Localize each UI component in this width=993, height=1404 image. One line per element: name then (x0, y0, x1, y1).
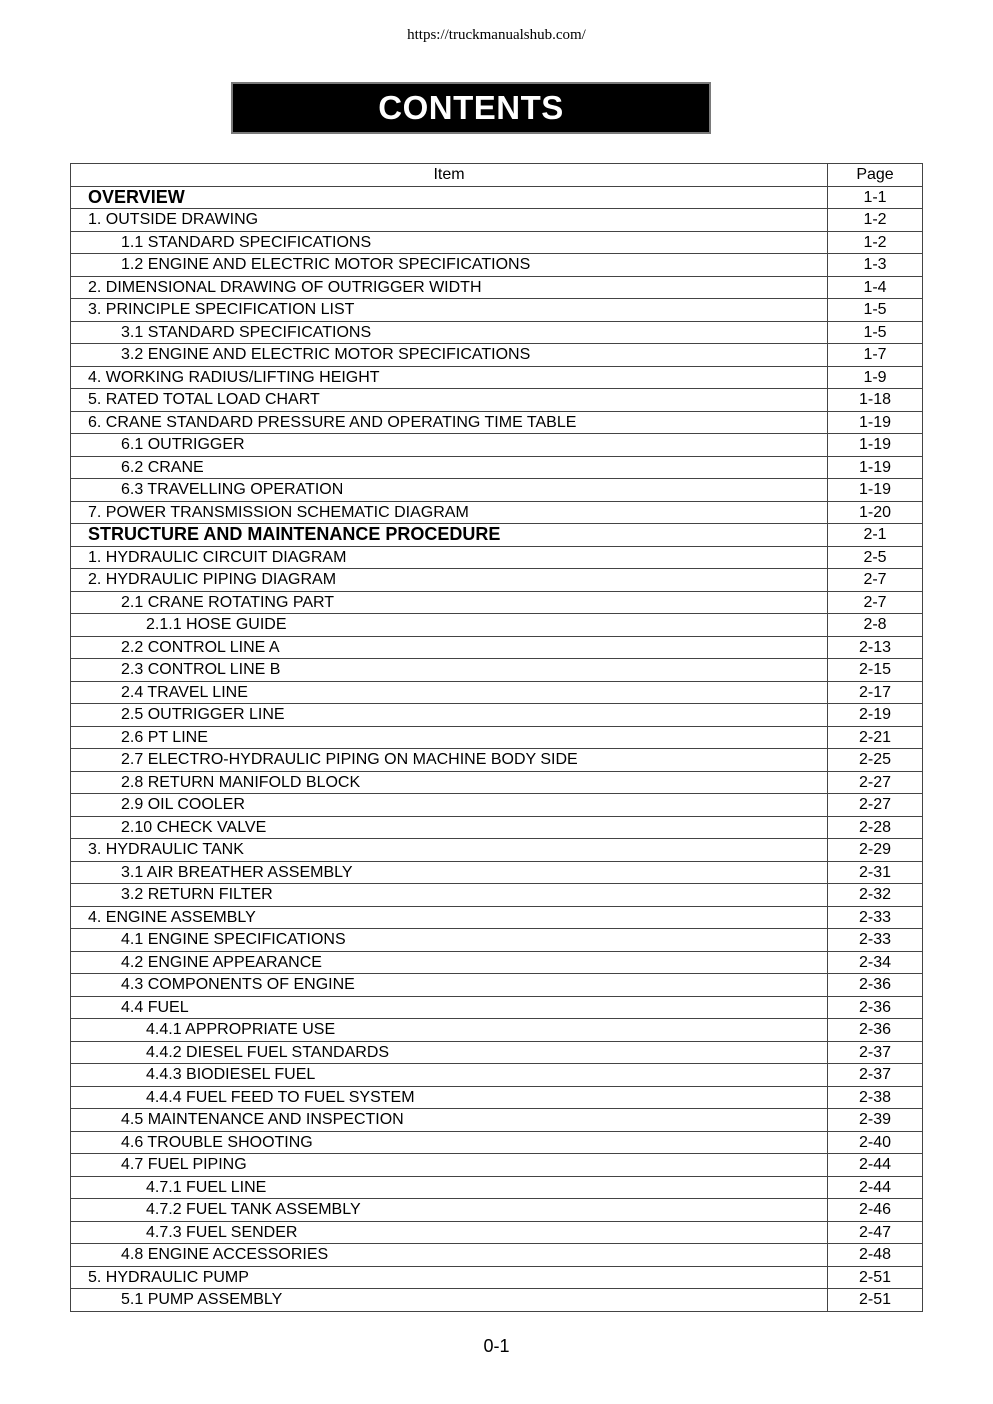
toc-row[interactable] (71, 389, 923, 412)
toc-row[interactable] (71, 839, 923, 862)
toc-page-number: 2-27 (828, 794, 923, 817)
toc-row[interactable] (71, 614, 923, 637)
toc-row[interactable] (71, 726, 923, 749)
toc-page-number: 2-33 (828, 929, 923, 952)
toc-row[interactable] (71, 749, 923, 772)
toc-item-text: 4.7 FUEL PIPING (71, 1154, 828, 1177)
contents-title: CONTENTS (378, 89, 564, 126)
toc-page-number: 1-2 (828, 231, 923, 254)
toc-page-number: 2-46 (828, 1199, 923, 1222)
toc-item-text: 4.7.1 FUEL LINE (71, 1176, 828, 1199)
page-number: 0-1 (483, 1336, 510, 1356)
toc-item-text: 4.4.2 DIESEL FUEL STANDARDS (71, 1041, 828, 1064)
section-row[interactable] (71, 524, 923, 547)
toc-page-number: 2-39 (828, 1109, 923, 1132)
toc-row[interactable] (71, 1176, 923, 1199)
toc-item-text: 3. HYDRAULIC TANK (71, 839, 828, 862)
toc-row[interactable] (71, 591, 923, 614)
toc-row[interactable] (71, 794, 923, 817)
toc-page-number: 2-5 (828, 546, 923, 569)
toc-row[interactable] (71, 231, 923, 254)
toc-row[interactable] (71, 1289, 923, 1312)
toc-item-text: 4.3 COMPONENTS OF ENGINE (71, 974, 828, 997)
toc-item-text: 5.1 PUMP ASSEMBLY (71, 1289, 828, 1312)
toc-row[interactable] (71, 636, 923, 659)
toc-item-text: 1.1 STANDARD SPECIFICATIONS (71, 231, 828, 254)
toc-row[interactable] (71, 906, 923, 929)
toc-item-text: 4.8 ENGINE ACCESSORIES (71, 1244, 828, 1267)
toc-row[interactable] (71, 816, 923, 839)
toc-item-text: 6. CRANE STANDARD PRESSURE AND OPERATING TIME TABLE (71, 411, 828, 434)
toc-row[interactable] (71, 1221, 923, 1244)
toc-item-text: 5. RATED TOTAL LOAD CHART (71, 389, 828, 412)
toc-row[interactable] (71, 659, 923, 682)
toc-item-text: 1. HYDRAULIC CIRCUIT DIAGRAM (71, 546, 828, 569)
contents-title-box (231, 82, 711, 134)
toc-item-text: 2.2 CONTROL LINE A (71, 636, 828, 659)
toc-page-number: 2-51 (828, 1289, 923, 1312)
toc-page-number: 2-51 (828, 1266, 923, 1289)
toc-page-number: 2-25 (828, 749, 923, 772)
toc-item-text: 4.2 ENGINE APPEARANCE (71, 951, 828, 974)
toc-page-number: 2-1 (828, 524, 923, 547)
toc-page-number: 1-1 (828, 186, 923, 209)
contents-table-body (71, 186, 923, 1311)
toc-item-text: 4.4 FUEL (71, 996, 828, 1019)
toc-page-number: 2-36 (828, 996, 923, 1019)
toc-page-number: 2-17 (828, 681, 923, 704)
toc-item-text: 3.2 RETURN FILTER (71, 884, 828, 907)
toc-page-number: 1-9 (828, 366, 923, 389)
toc-page-number: 2-34 (828, 951, 923, 974)
toc-page-number: 1-7 (828, 344, 923, 367)
column-header-page: Page (828, 164, 923, 187)
toc-item-text: 7. POWER TRANSMISSION SCHEMATIC DIAGRAM (71, 501, 828, 524)
toc-page-number: 2-48 (828, 1244, 923, 1267)
toc-item-text: 4.4.3 BIODIESEL FUEL (71, 1064, 828, 1087)
section-row[interactable] (71, 186, 923, 209)
toc-page-number: 2-38 (828, 1086, 923, 1109)
toc-item-text: 6.2 CRANE (71, 456, 828, 479)
toc-row[interactable] (71, 321, 923, 344)
toc-item-text: 4.7.3 FUEL SENDER (71, 1221, 828, 1244)
toc-page-number: 2-19 (828, 704, 923, 727)
toc-row[interactable] (71, 366, 923, 389)
toc-page-number: 1-19 (828, 411, 923, 434)
toc-page-number: 2-28 (828, 816, 923, 839)
toc-item-text: 2.4 TRAVEL LINE (71, 681, 828, 704)
toc-page-number: 2-47 (828, 1221, 923, 1244)
toc-page-number: 2-7 (828, 569, 923, 592)
toc-row[interactable] (71, 681, 923, 704)
toc-item-text: 2. DIMENSIONAL DRAWING OF OUTRIGGER WIDTH (71, 276, 828, 299)
toc-page-number: 1-5 (828, 321, 923, 344)
toc-page-number: 1-5 (828, 299, 923, 322)
column-header-item: Item (71, 164, 828, 187)
toc-row[interactable] (71, 1266, 923, 1289)
toc-item-text: 4.6 TROUBLE SHOOTING (71, 1131, 828, 1154)
toc-row[interactable] (71, 299, 923, 322)
toc-item-text: 3. PRINCIPLE SPECIFICATION LIST (71, 299, 828, 322)
toc-row[interactable] (71, 1041, 923, 1064)
toc-page-number: 2-32 (828, 884, 923, 907)
toc-page-number: 2-15 (828, 659, 923, 682)
toc-page-number: 1-18 (828, 389, 923, 412)
toc-item-text: 2.7 ELECTRO-HYDRAULIC PIPING ON MACHINE BODY SIDE (71, 749, 828, 772)
toc-row[interactable] (71, 861, 923, 884)
toc-row[interactable] (71, 704, 923, 727)
toc-page-number: 2-36 (828, 974, 923, 997)
toc-item-text: 2.3 CONTROL LINE B (71, 659, 828, 682)
toc-row[interactable] (71, 1086, 923, 1109)
toc-page-number: 1-3 (828, 254, 923, 277)
toc-row[interactable] (71, 1154, 923, 1177)
toc-row[interactable] (71, 1109, 923, 1132)
toc-item-text: 4.4.1 APPROPRIATE USE (71, 1019, 828, 1042)
toc-page-number: 2-31 (828, 861, 923, 884)
toc-page-number: 2-8 (828, 614, 923, 637)
toc-row[interactable] (71, 1199, 923, 1222)
toc-item-text: 2.6 PT LINE (71, 726, 828, 749)
toc-row[interactable] (71, 344, 923, 367)
source-url[interactable]: https://truckmanualshub.com/ (407, 27, 586, 43)
contents-table (70, 163, 923, 1312)
toc-page-number: 2-44 (828, 1154, 923, 1177)
toc-page-number: 2-27 (828, 771, 923, 794)
toc-row[interactable] (71, 951, 923, 974)
toc-item-text: OVERVIEW (71, 186, 828, 209)
toc-page-number: 1-19 (828, 434, 923, 457)
toc-item-text: 4.1 ENGINE SPECIFICATIONS (71, 929, 828, 952)
toc-item-text: 2.1 CRANE ROTATING PART (71, 591, 828, 614)
toc-page-number: 2-13 (828, 636, 923, 659)
toc-page-number: 2-21 (828, 726, 923, 749)
toc-row[interactable] (71, 411, 923, 434)
toc-page-number: 1-19 (828, 479, 923, 502)
toc-row[interactable] (71, 771, 923, 794)
toc-page-number: 1-19 (828, 456, 923, 479)
toc-item-text: 2.1.1 HOSE GUIDE (71, 614, 828, 637)
toc-item-text: 3.2 ENGINE AND ELECTRIC MOTOR SPECIFICATIONS (71, 344, 828, 367)
toc-row[interactable] (71, 929, 923, 952)
toc-item-text: STRUCTURE AND MAINTENANCE PROCEDURE (71, 524, 828, 547)
toc-item-text: 6.1 OUTRIGGER (71, 434, 828, 457)
toc-item-text: 4.5 MAINTENANCE AND INSPECTION (71, 1109, 828, 1132)
toc-row[interactable] (71, 276, 923, 299)
toc-page-number: 2-37 (828, 1041, 923, 1064)
toc-row[interactable] (71, 434, 923, 457)
toc-item-text: 4. ENGINE ASSEMBLY (71, 906, 828, 929)
toc-row[interactable] (71, 254, 923, 277)
toc-item-text: 2.8 RETURN MANIFOLD BLOCK (71, 771, 828, 794)
toc-row[interactable] (71, 501, 923, 524)
toc-row[interactable] (71, 1244, 923, 1267)
toc-page-number: 1-4 (828, 276, 923, 299)
toc-row[interactable] (71, 456, 923, 479)
toc-item-text: 3.1 AIR BREATHER ASSEMBLY (71, 861, 828, 884)
table-header-row (71, 164, 923, 187)
toc-item-text: 5. HYDRAULIC PUMP (71, 1266, 828, 1289)
toc-row[interactable] (71, 546, 923, 569)
toc-item-text: 4.4.4 FUEL FEED TO FUEL SYSTEM (71, 1086, 828, 1109)
toc-row[interactable] (71, 1064, 923, 1087)
toc-page-number: 1-2 (828, 209, 923, 232)
toc-page-number: 2-29 (828, 839, 923, 862)
toc-item-text: 1.2 ENGINE AND ELECTRIC MOTOR SPECIFICATIONS (71, 254, 828, 277)
toc-page-number: 1-20 (828, 501, 923, 524)
toc-item-text: 4.7.2 FUEL TANK ASSEMBLY (71, 1199, 828, 1222)
toc-row[interactable] (71, 974, 923, 997)
toc-row[interactable] (71, 569, 923, 592)
toc-row[interactable] (71, 1019, 923, 1042)
toc-page-number: 2-33 (828, 906, 923, 929)
toc-page-number: 2-36 (828, 1019, 923, 1042)
toc-row[interactable] (71, 479, 923, 502)
toc-page-number: 2-40 (828, 1131, 923, 1154)
toc-item-text: 3.1 STANDARD SPECIFICATIONS (71, 321, 828, 344)
toc-page-number: 2-7 (828, 591, 923, 614)
toc-item-text: 2.9 OIL COOLER (71, 794, 828, 817)
toc-row[interactable] (71, 209, 923, 232)
toc-item-text: 6.3 TRAVELLING OPERATION (71, 479, 828, 502)
toc-item-text: 2. HYDRAULIC PIPING DIAGRAM (71, 569, 828, 592)
toc-row[interactable] (71, 884, 923, 907)
toc-page-number: 2-44 (828, 1176, 923, 1199)
toc-row[interactable] (71, 1131, 923, 1154)
toc-item-text: 2.10 CHECK VALVE (71, 816, 828, 839)
toc-item-text: 4. WORKING RADIUS/LIFTING HEIGHT (71, 366, 828, 389)
toc-page-number: 2-37 (828, 1064, 923, 1087)
toc-item-text: 1. OUTSIDE DRAWING (71, 209, 828, 232)
toc-item-text: 2.5 OUTRIGGER LINE (71, 704, 828, 727)
toc-row[interactable] (71, 996, 923, 1019)
